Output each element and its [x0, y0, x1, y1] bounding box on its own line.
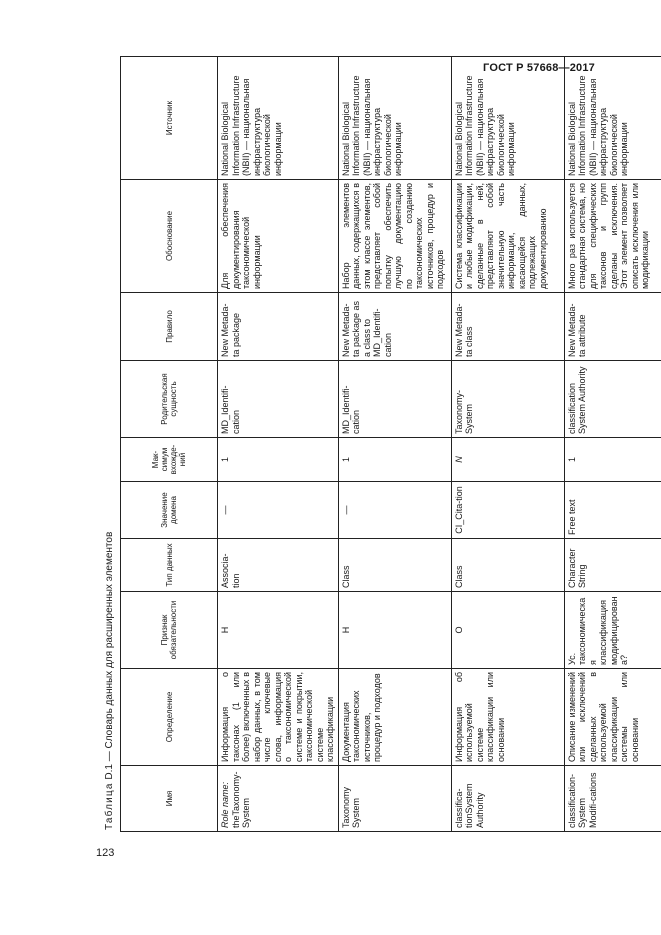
cell-max-occurrence: 1: [218, 438, 339, 482]
cell-obligation: О: [451, 592, 564, 669]
column-header-parent: Родительская сущность: [121, 361, 218, 438]
column-header-rule: Правило: [121, 293, 218, 361]
cell-rule: New Metada-ta package as a class to MD_Identifi-cation: [338, 293, 451, 361]
table-header-row: [121, 57, 218, 832]
cell-name: classification-System Modifi-cations: [564, 766, 661, 832]
caption-title: — Словарь данных для расширенных элементов: [104, 531, 115, 762]
cell-rule: New Metada-ta attribute: [564, 293, 661, 361]
column-header-obligation: Признак обязательности: [121, 592, 218, 669]
cell-domain: CI_Cita-tion: [451, 482, 564, 539]
column-header-max-occurrence: Мак-симум вхожде-ний: [121, 438, 218, 482]
cell-obligation: Ус. таксономическая классификация модифицирована?: [564, 592, 661, 669]
cell-max-occurrence: N: [451, 438, 564, 482]
table-row: [218, 57, 339, 832]
cell-parent: classification System Authority: [564, 361, 661, 438]
table-row: [338, 57, 451, 832]
table-caption: [100, 42, 120, 832]
caption-prefix: Таблица: [104, 782, 115, 830]
cell-datatype: Associa-tion: [218, 539, 339, 592]
cell-domain: —: [338, 482, 451, 539]
cell-source: National Biological Information Infrastructure (NBII) — национальная инфраструктура биологической информации: [218, 57, 339, 180]
cell-rationale: Набор элементов данных, содержащихся в этом классе элементов, представляет собой попытку обеспечить лучшую документацию по созданию таксономических источников, процедур и подходов: [338, 180, 451, 293]
document-code-header: ГОСТ Р 57668—2017: [483, 62, 595, 74]
cell-obligation: Н: [338, 592, 451, 669]
caption-label: D.1: [104, 764, 115, 780]
cell-definition: Информация о таксонах (1 или более) включенных в набор данных, в том числе ключевые слова, информация о таксономической системе и покрытии, таксономической системе классификации: [218, 669, 339, 766]
cell-datatype: Class: [338, 539, 451, 592]
cell-source: National Biological Information Infrastructure (NBII) — национальная инфраструктура биологической информации: [564, 57, 661, 180]
column-header-source: Источник: [121, 57, 218, 180]
cell-max-occurrence: 1: [338, 438, 451, 482]
cell-rationale: Система классификации и любые модификации, сделанные в ней, представляют собой значительную часть информации, касающейся данных, подлежащих документированию: [451, 180, 564, 293]
cell-definition: Документация таксономических источников, процедур и подходов: [338, 669, 451, 766]
cell-datatype: Class: [451, 539, 564, 592]
column-header-datatype: Тип данных: [121, 539, 218, 592]
cell-domain: —: [218, 482, 339, 539]
cell-rule: New Metada-ta package: [218, 293, 339, 361]
cell-datatype: Character String: [564, 539, 661, 592]
cell-name: Taxonomy System: [338, 766, 451, 832]
cell-parent: Taxonomy-System: [451, 361, 564, 438]
cell-source: National Biological Information Infrastructure (NBII) — национальная инфраструктура биологической информации: [451, 57, 564, 180]
table-row: [564, 57, 661, 832]
cell-rationale: Для обеспечения документирования таксономической информации: [218, 180, 339, 293]
data-dictionary-table: [120, 56, 661, 832]
cell-definition: Информация об используемой системе классификации или основании: [451, 669, 564, 766]
cell-parent: MD_Identifi-cation: [218, 361, 339, 438]
column-header-rationale: Обоснование: [121, 180, 218, 293]
table-row: [451, 57, 564, 832]
cell-obligation: Н: [218, 592, 339, 669]
rotated-table-region: [100, 42, 650, 832]
cell-parent: MD_Identifi-cation: [338, 361, 451, 438]
cell-name-text: theTaxonomy-System: [230, 771, 251, 828]
role-name-label: Role name:: [220, 781, 230, 828]
column-header-name: Имя: [121, 766, 218, 832]
column-header-domain: Значение домена: [121, 482, 218, 539]
cell-rationale: Много раз используется стандартная система, но для специфических таксонов и групп сделаны исключения. Этот элемент позволяет описать исключения или модификации: [564, 180, 661, 293]
column-header-definition: Определение: [121, 669, 218, 766]
cell-max-occurrence: 1: [564, 438, 661, 482]
page-number: 123: [96, 847, 115, 859]
cell-name: classifica-tionSystem Authority: [451, 766, 564, 832]
cell-definition: Описание изменений или исключений сделанных в используемой классификации системы или основании: [564, 669, 661, 766]
cell-domain: Free text: [564, 482, 661, 539]
cell-rule: New Metada-ta class: [451, 293, 564, 361]
cell-name: [218, 766, 339, 832]
cell-source: National Biological Information Infrastructure (NBII) — национальная инфраструктура биологической информации: [338, 57, 451, 180]
